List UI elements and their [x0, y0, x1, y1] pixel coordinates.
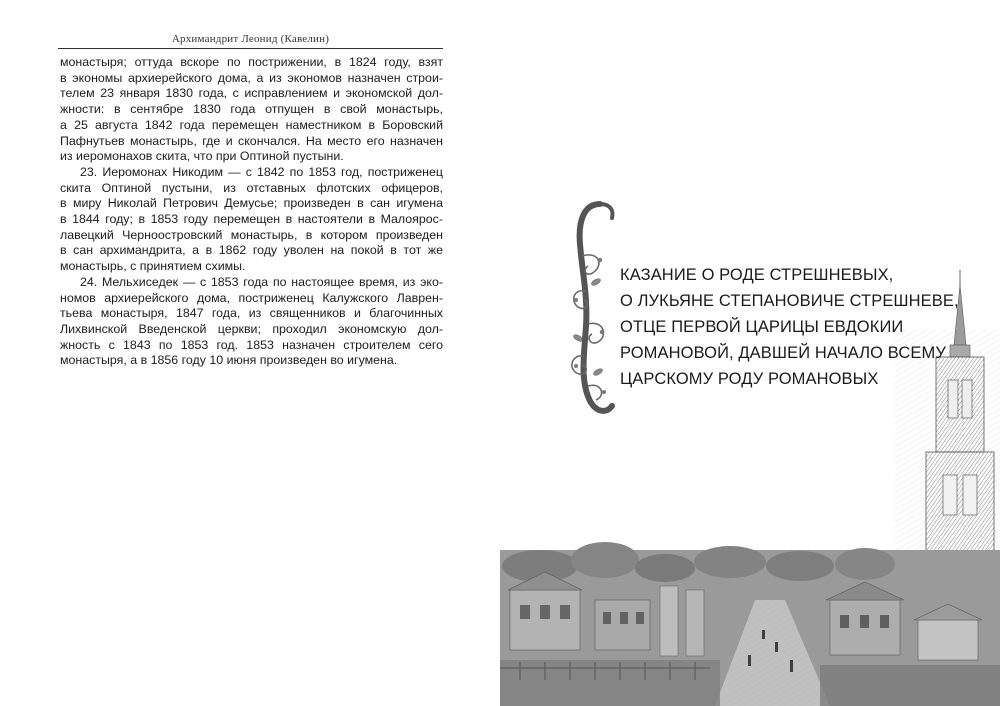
text-line: телем 23 января 1830 года, с исправлением и экономской дол- [60, 86, 443, 101]
text-line: номов архиерейского дома, постриженец Калужского Лаврен- [60, 290, 443, 305]
text-line: скита Оптиной пустыни, из отставных флотских офицеров, [60, 180, 443, 195]
text-line: жности: в сентябре 1830 года отпущен в свой монастырь, [60, 102, 443, 117]
title-line-3: ОТЦЕ ПЕРВОЙ ЦАРИЦЫ ЕВДОКИИ [620, 318, 904, 336]
text-line: в миру Николай Петрович Демусье; произведен в сан игумена [60, 196, 443, 211]
title-line-1: КАЗАНИЕ О РОДЕ СТРЕШНЕВЫХ, [620, 266, 894, 284]
text-line: Лихвинской Введенской церкви; проходил экономскую дол- [60, 321, 443, 336]
chapter-title [620, 262, 990, 392]
text-line: а 25 августа 1842 года перемещен наместником в Боровский [60, 117, 443, 132]
text-line: из иеромонахов скита, что при Оптиной пустыни. [60, 149, 344, 164]
text-line: жность с 1843 по 1853 год. 1853 назначен строителем сего [60, 337, 443, 352]
text-line: в экономы архиерейского дома, а из экономов назначен строи- [60, 70, 443, 85]
title-line-4: РОМАНОВОЙ, ДАВШЕЙ НАЧАЛО ВСЕМУ [620, 344, 946, 362]
title-line-5: ЦАРСКОМУ РОДУ РОМАНОВЫХ [620, 370, 879, 388]
text-line: 23. Иеромонах Никодим — с 1842 по 1853 год, постриженец [80, 164, 443, 179]
text-line: монастыря; оттуда вскоре по пострижении, в 1824 году, взят [60, 55, 443, 69]
header-rule [58, 48, 443, 49]
text-line: в 1844 году; в 1853 году перемещен в настоятели в Малоярос- [60, 212, 443, 227]
text-line: лавецкий Черноостровский монастырь, в котором произведен [60, 227, 443, 242]
text-line: тьева монастыря, 1847 года, из священников и благочинных [60, 306, 443, 321]
text-line: в сан архимандрита, а в 1862 году уволен на покой в тот же [60, 243, 443, 258]
text-line: 24. Мельхиседек — с 1853 года по настоящее время, из эко- [80, 274, 443, 289]
text-line: монастырь, с принятием схимы. [60, 259, 246, 274]
running-header: Архимандрит Леонид (Кавелин) [171, 33, 330, 45]
title-line-2: О ЛУКЬЯНЕ СТЕПАНОВИЧЕ СТРЕШНЕВЕ, [620, 292, 959, 310]
body-text [60, 55, 443, 369]
right-page [500, 0, 1000, 706]
ornamental-drop-cap [570, 196, 620, 426]
text-line: монастыря, а в 1856 году 10 июня произведен во игумена. [60, 353, 398, 368]
text-line: Пафнутьев монастырь, где и скончался. На место его назначен [60, 133, 443, 148]
